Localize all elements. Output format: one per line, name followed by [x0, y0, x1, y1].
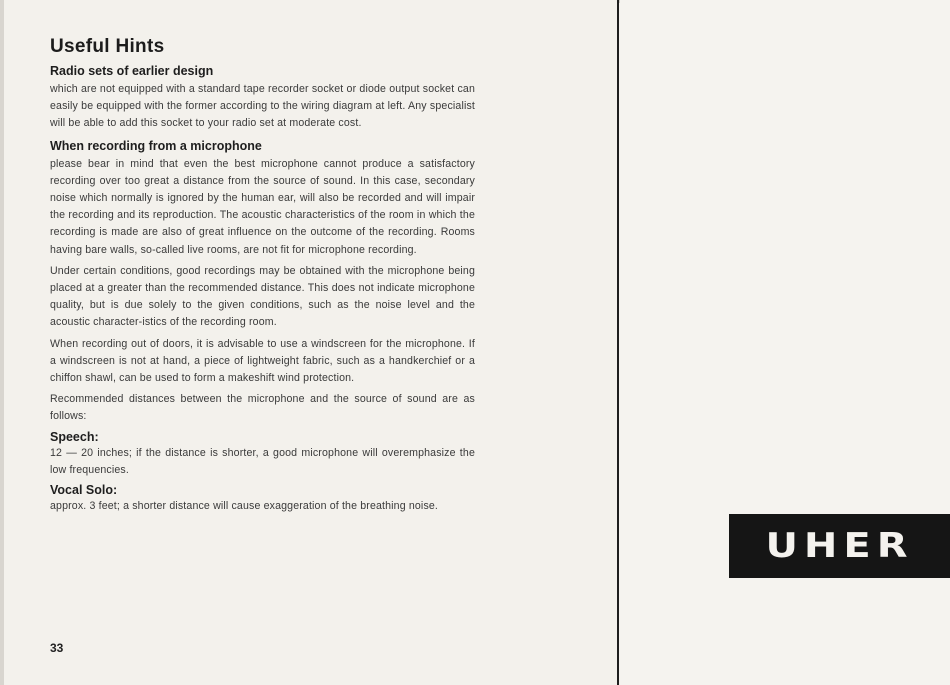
paragraph-microphone-2: Under certain conditions, good recordings may be obtained with the microphone being placed at a greater than the recommended distance. This does not indicate microphone quality, but is due solely to the given conditions, such as the noise level and the acoustic character-istics of the recording room. — [50, 264, 475, 329]
logo-text: UHER — [765, 526, 914, 566]
vocal-solo-text: approx. 3 feet; a shorter distance will cause exaggeration of the breathing noise. — [50, 500, 439, 513]
section-heading-radio-sets: Radio sets of earlier design — [50, 64, 214, 78]
uher-logo — [729, 514, 950, 578]
paragraph-radio-sets: which are not equipped with a standard tape recorder socket or diode output socket can easily be equipped with the former according to the wiring diagram at left. Any specialist will be able to add this socket to your radio set at moderate cost. — [50, 83, 475, 130]
paragraph-microphone-4: Recommended distances between the microphone and the source of sound are as follows: — [50, 393, 475, 423]
paragraph-microphone-1: please bear in mind that even the best microphone cannot produce a satisfactory recording over too great a distance from the source of sound. In this case, secondary noise which normally is ignored by the human ear, will also be recorded and will impair the recording and its reproduction. The acoustic characteristics of the room in which the recording is made are also of great influence on the outcome of the recording. Rooms having bare walls, so-called live rooms, are not fit for microphone recording. — [50, 157, 475, 256]
speech-heading: Speech: — [50, 429, 99, 444]
page-title: Useful Hints — [50, 36, 165, 57]
page-number: 33 — [50, 641, 64, 655]
left-page-content — [50, 36, 475, 519]
left-page-edge — [0, 0, 4, 685]
paragraph-microphone-3: When recording out of doors, it is advisable to use a windscreen for the microphone. If a windscreen is not at hand, a piece of lightweight fabric, such as a handkerchief or a chiffon shawl, can be used to form a makeshift wind protection. — [50, 337, 475, 385]
vocal-solo-heading: Vocal Solo: — [50, 483, 118, 498]
speech-text: 12 — 20 inches; if the distance is shorter, a good microphone will overemphasize the low frequencies. — [50, 446, 475, 476]
right-page — [620, 0, 950, 685]
page-fold — [617, 0, 619, 685]
section-heading-microphone: When recording from a microphone — [50, 138, 262, 153]
